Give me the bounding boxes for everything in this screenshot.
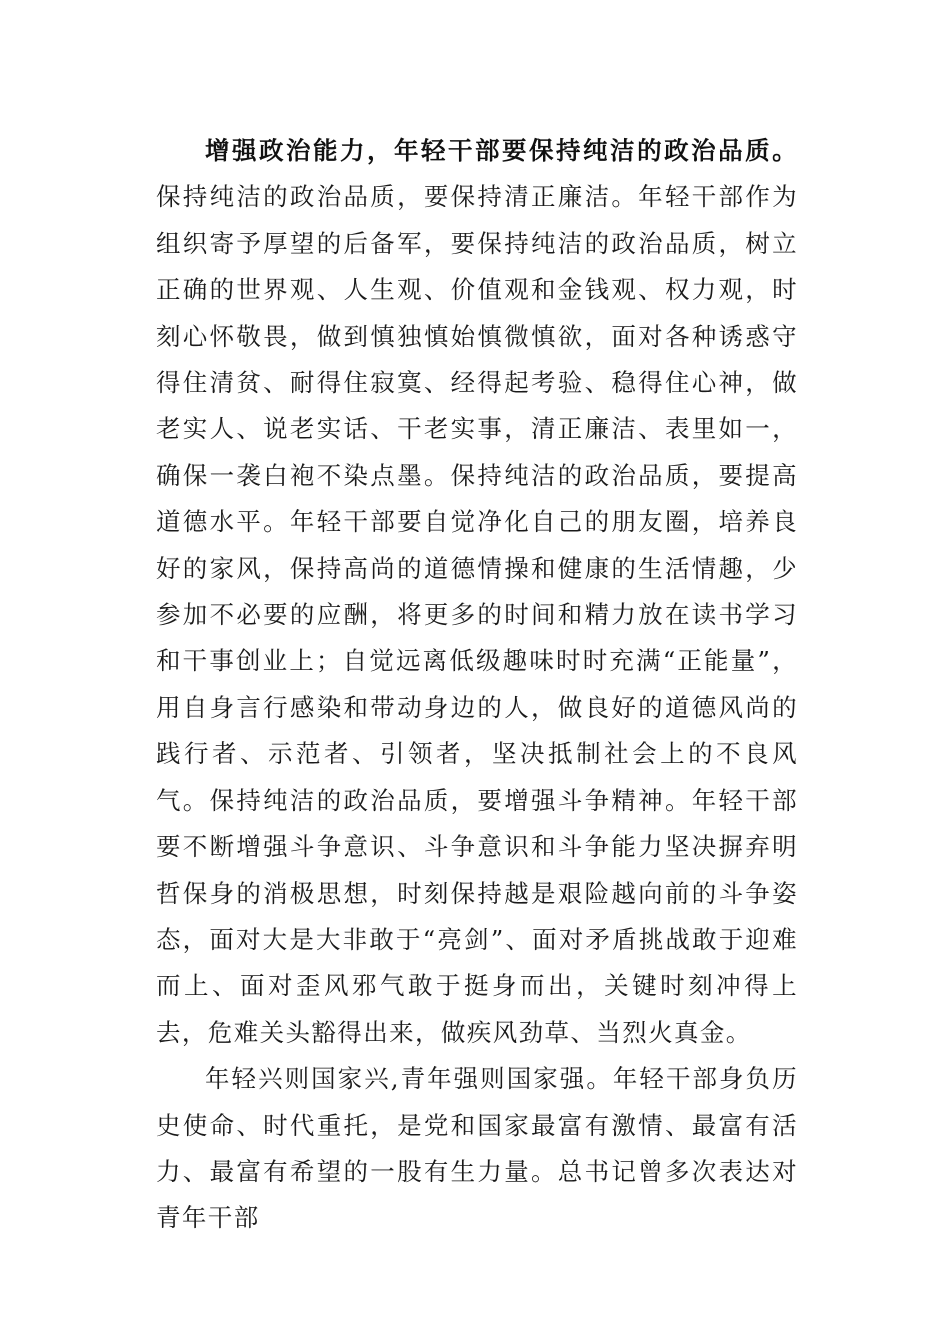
paragraph-2-text: 年轻兴则国家兴,青年强则国家强。年轻干部身负历史使命、时代重托，是党和国家最富有激情、最富有活力、最富有希望的一股有生力量。总书记曾多次表达对青年干部 bbox=[156, 1064, 798, 1233]
paragraph-1-text: 保持纯洁的政治品质，要保持清正廉洁。年轻干部作为组织寄予厚望的后备军，要保持纯洁的政治品质，树立正确的世界观、人生观、价值观和金钱观、权力观，时刻心怀敬畏，做到慎独慎始慎微慎欲，面对各种诱惑守得住清贫、耐得住寂寞、经得起考验、稳得住心神，做老实人、说老实话、干老实事，清正廉洁、表里如一，确保一袭白袍不染点墨。保持纯洁的政治品质，要提高道德水平。年轻干部要自觉净化自己的朋友圈，培养良好的家风，保持高尚的道德情操和健康的生活情趣，少参加不必要的应酬，将更多的时间和精力放在读书学习和干事创业上；自觉远离低级趣味时时充满“正能量”，用自身言行感染和带动身边的人，做良好的道德风尚的践行者、示范者、引领者，坚决抵制社会上的不良风气。保持纯洁的政治品质，要增强斗争精神。年轻干部要不断增强斗争意识、斗争意识和斗争能力坚决摒弃明哲保身的消极思想，时刻保持越是艰险越向前的斗争姿态，面对大是大非敢于“亮剑”、面对矛盾挑战敢于迎难而上、面对歪风邪气敢于挺身而出，关键时刻冲得上去，危难关头豁得出来，做疾风劲草、当烈火真金。 bbox=[156, 182, 798, 1047]
document-body bbox=[156, 128, 798, 1242]
paragraph-1 bbox=[156, 128, 798, 1056]
paragraph-1-heading: 增强政治能力，年轻干部要保持纯洁的政治品质。 bbox=[205, 136, 798, 165]
paragraph-2 bbox=[156, 1056, 798, 1242]
